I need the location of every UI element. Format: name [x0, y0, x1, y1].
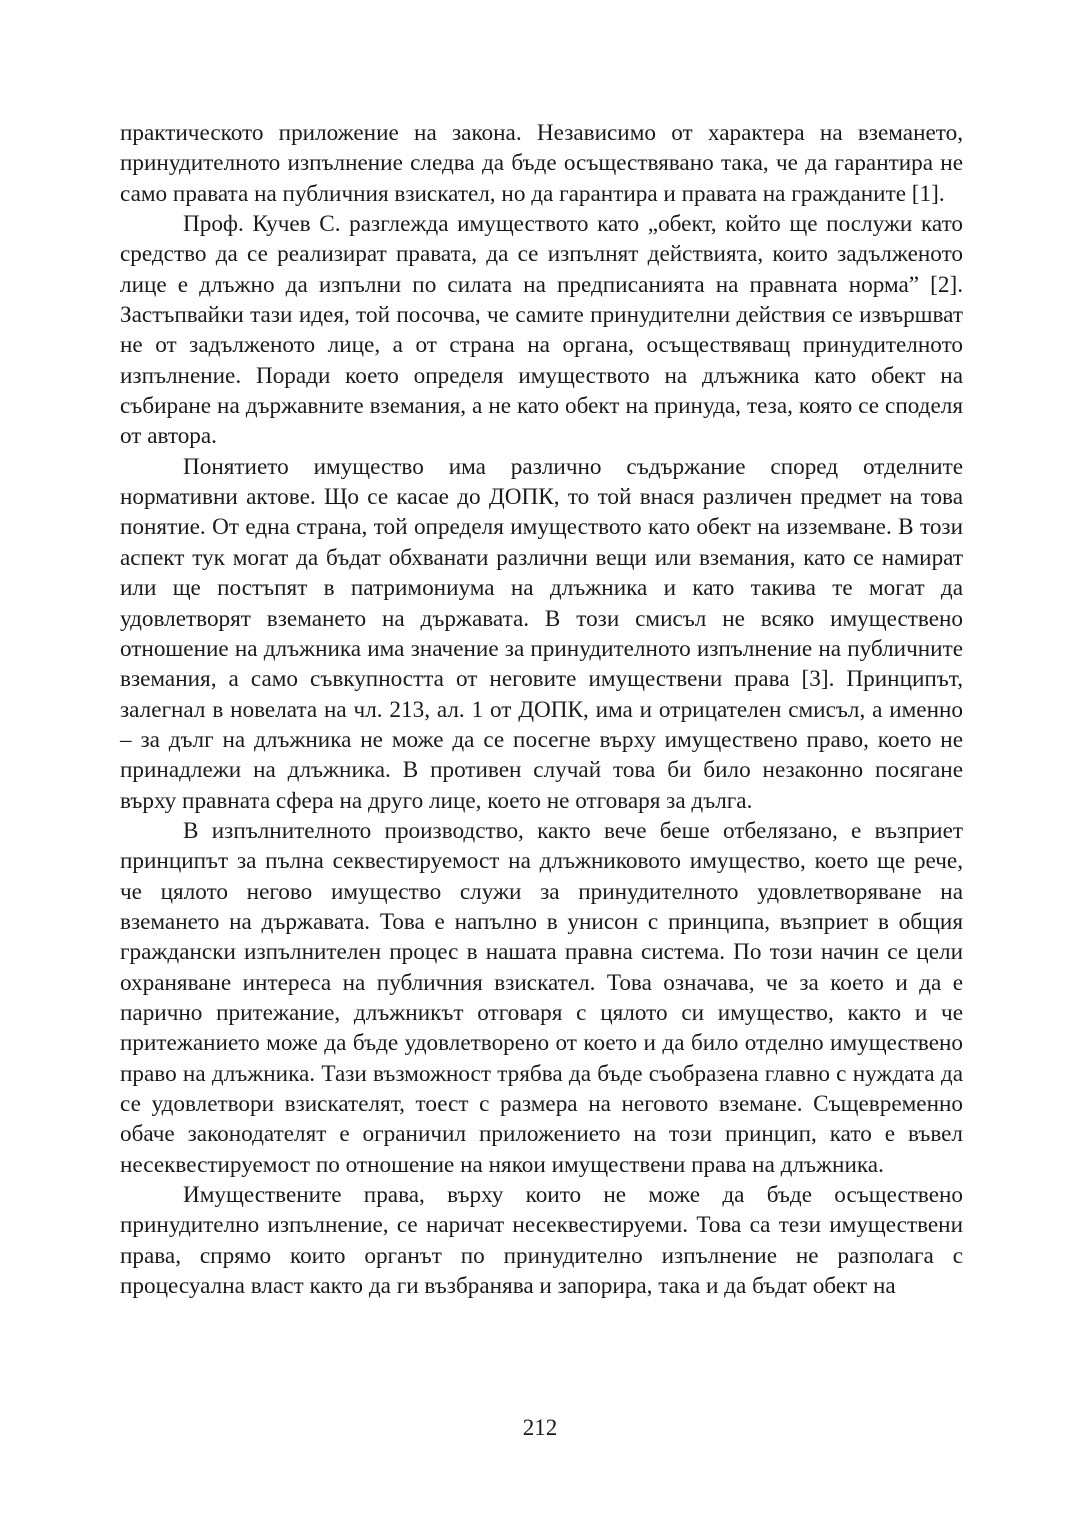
paragraph-full-sequestrability: В изпълнителното производство, както вече беше отбелязано, е възприет принципът за пълна секвестируемост на длъжниковото имущество, което ще рече, че цялото негово имущество служи за принудителното удовлетворяване на вземането на държавата. Това е напълно в унисон с принципа, възприет в общия граждански изпълнителен процес в нашата правна система. По този начин се цели охраняване интереса на публичния взискател. Това означава, че за което и да е парично притежание, длъжникът отговаря с цялото си имущество, както и че притежанието може да бъде удовлетворено от което и да било отделно имуществено право на длъжника. Тази възможност трябва да бъде съобразена главно с нуждата да се удовлетвори взискателят, тоест с размера на неговото вземане. Същевременно обаче законодателят е ограничил приложението на този принцип, като е въвел несеквестируемост по отношение на някои имуществени права на длъжника.: [120, 817, 963, 1178]
paragraph-non-sequestrable-rights: Имуществените права, върху които не може да бъде осъществено принудително изпълнение, се наричат несеквестируеми. Това са тези имуществени права, спрямо които органът по принудително изпълнение не разполага с процесуална власт както да ги възбранява и запорира, така и да бъдат обект на: [120, 1182, 963, 1300]
body-text: [120, 118, 963, 1301]
paragraph-kuchev-property: Проф. Кучев С. разглежда имуществото като „обект, който ще послужи като средство да се реализират правата, да се изпълнят действията, които задълженото лице е длъжно да изпълни по силата на предписанията на правната норма” [2]. Застъпвайки тази идея, той посочва, че самите принудителни действия се извършват не от задълженото лице, а от страна на органа, осъществяващ принудителното изпълнение. Поради което определя имуществото на длъжника като обект на събиране на държавните вземания, а не като обект на принуда, теза, която се споделя от автора.: [120, 211, 963, 450]
paragraph-property-concept: Понятието имущество има различно съдържание според отделните нормативни актове. Що се касае до ДОПК, то той внася различен предмет на това понятие. От една страна, той определя имуществото като обект на изземване. В този аспект тук могат да бъдат обхванати различни вещи или вземания, като се намират или ще постъпят в патримониума на длъжника и като такива те могат да удовлетворят вземането на държавата. В този смисъл не всяко имуществено отношение на длъжника има значение за принудителното изпълнение на публичните вземания, а само съвкупността от неговите имуществени права [3]. Принципът, залегнал в новелата на чл. 213, ал. 1 от ДОПК, има и отрицателен смисъл, а именно – за дълг на длъжника не може да се посегне върху имуществено право, което не принадлежи на длъжника. В противен случай това би било незаконно посягане върху правната сфера на друго лице, което не отговаря за дълга.: [120, 453, 963, 814]
page-number: 212: [522, 1415, 558, 1440]
paragraph-continuation: практическото приложение на закона. Независимо от характера на вземането, принудителното изпълнение следва да бъде осъществявано така, че да гарантира не само правата на публичния взискател, но да гарантира и правата на гражданите [1].: [120, 120, 963, 207]
